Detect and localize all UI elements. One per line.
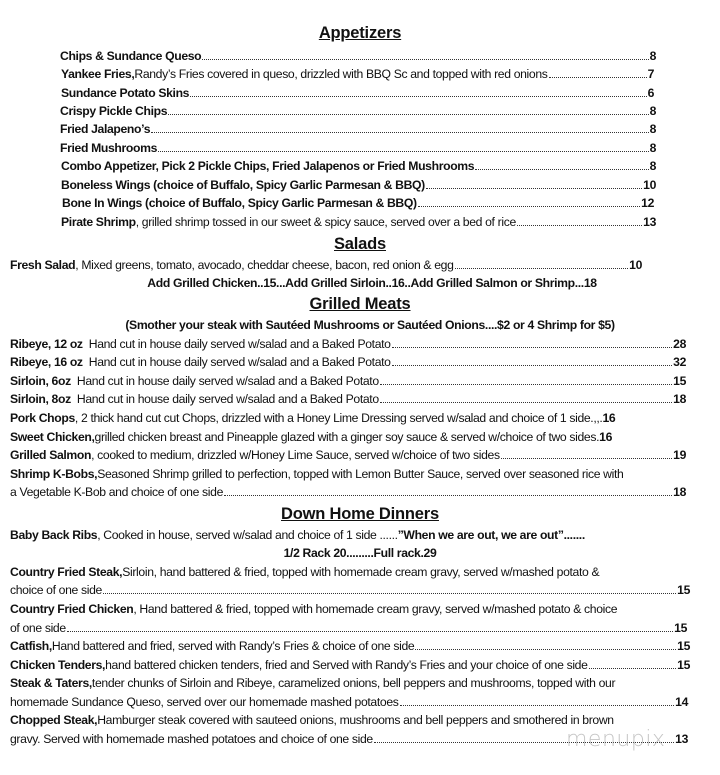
item-price: 8 xyxy=(649,49,656,63)
dot-leader xyxy=(501,458,672,459)
item-price: 15 xyxy=(677,583,690,597)
dot-leader xyxy=(168,114,648,115)
item-price: 15 xyxy=(673,374,686,388)
menu-item-line1: Country Fried Steak, Sirloin, hand battered & fried, topped with homemade cream gravy, served w/mashed potato & xyxy=(10,565,600,579)
item-price: 10 xyxy=(629,258,642,272)
menu-item: Ribeye, 16 oz Hand cut in house daily served w/salad and a Baked Potato 32 xyxy=(10,355,686,369)
item-price: 16 xyxy=(602,411,616,425)
menu-item: Grilled Salmon , cooked to medium, drizzled w/Honey Lime Sauce, served w/choice of two sides 19 xyxy=(10,448,686,462)
dot-leader xyxy=(415,649,676,650)
dot-leader xyxy=(158,151,649,152)
menu-item-line1: Steak & Taters, tender chunks of Sirloin and Ribeye, caramelized onions, bell peppers and mushrooms, topped with our xyxy=(10,676,616,690)
dot-leader xyxy=(392,347,673,348)
item-price: 8 xyxy=(649,122,656,136)
item-price: 18 xyxy=(673,485,686,499)
item-price: 12 xyxy=(641,196,654,210)
menu-item-ribs: Baby Back Ribs , Cooked in house, served w/salad and choice of 1 side ...... ”When we are out, we are out”....... xyxy=(10,528,585,542)
menu-item: Fresh Salad , Mixed greens, tomato, avocado, cheddar cheese, bacon, red onion & egg 10 xyxy=(10,258,642,272)
dot-leader xyxy=(190,96,646,97)
smother-note: (Smother your steak with Sautéed Mushrooms or Sautéed Onions....$2 or 4 Shrimp for $5) xyxy=(125,318,615,332)
menu-item: Sirloin, 8oz Hand cut in house daily served w/salad and a Baked Potato 18 xyxy=(10,392,686,406)
dot-leader xyxy=(103,593,676,594)
menu-item: Crispy Pickle Chips 8 xyxy=(60,104,656,118)
section-title-appetizers: Appetizers xyxy=(318,24,402,42)
item-price: 15 xyxy=(677,658,690,672)
watermark: menupix xyxy=(566,727,666,752)
dot-leader xyxy=(549,77,647,78)
menu-item: Sirloin, 6oz Hand cut in house daily served w/salad and a Baked Potato 15 xyxy=(10,374,686,388)
menu-item: Combo Appetizer, Pick 2 Pickle Chips, Fried Jalapenos or Fried Mushrooms 8 xyxy=(61,159,656,173)
ribs-prices: 1/2 Rack 20.........Full rack.29 xyxy=(283,546,437,560)
menu-item-line1: Chopped Steak, Hamburger steak covered with sauteed onions, mushrooms and bell peppers and smothered in brown xyxy=(10,713,614,727)
menu-item: Fried Jalapeno’s 8 xyxy=(60,122,656,136)
section-title-salads: Salads xyxy=(334,235,386,253)
menu-item: Bone In Wings (choice of Buffalo, Spicy Garlic Parmesan & BBQ) 12 xyxy=(62,196,654,210)
item-price: 15 xyxy=(677,639,690,653)
dot-leader xyxy=(426,188,642,189)
menu-item: Sundance Potato Skins 6 xyxy=(61,86,654,100)
item-price: 19 xyxy=(673,448,686,462)
ribs-tagline: ”When we are out, we are out”....... xyxy=(397,528,585,542)
item-price: 16 xyxy=(599,430,612,444)
menu-item-line1: Country Fried Chicken , Hand battered & fried, topped with homemade cream gravy, served w/mashed potato & choice xyxy=(10,602,618,616)
menu-item: Yankee Fries, Randy’s Fries covered in queso, drizzled with BBQ Sc and topped with red onions 7 xyxy=(61,67,654,81)
dot-leader xyxy=(400,705,675,706)
item-price: 13 xyxy=(675,732,688,746)
item-price: 8 xyxy=(649,141,656,155)
item-price: 32 xyxy=(673,355,686,369)
menu-item-line2: gravy. Served with homemade mashed potatoes and choice of one side 13 xyxy=(10,732,688,746)
dot-leader xyxy=(517,225,642,226)
menu-item-line1: Shrimp K-Bobs, Seasoned Shrimp grilled to perfection, topped with Lemon Butter Sauce, served over seasoned rice with xyxy=(10,467,624,481)
menu-item: Pork Chops , 2 thick hand cut cut Chops, drizzled with a Honey Lime Dressing served w/salad and choice of 1 side.,,. 16 xyxy=(10,411,616,425)
menu-item: Pirate Shrimp , grilled shrimp tossed in our sweet & spicy sauce, served over a bed of rice 13 xyxy=(61,215,656,229)
dot-leader xyxy=(455,268,629,269)
section-title-down-home-dinners: Down Home Dinners xyxy=(281,505,439,523)
dot-leader xyxy=(151,132,648,133)
menu-item: Chicken Tenders, hand battered chicken tenders, fried and Served with Randy’s Fries and your choice of one side 15 xyxy=(10,658,690,672)
dot-leader xyxy=(224,495,672,496)
item-price: 14 xyxy=(675,695,688,709)
dot-leader xyxy=(380,402,672,403)
menu-item-line2: of one side 15 xyxy=(10,621,687,635)
dot-leader xyxy=(589,668,677,669)
section-title-grilled-meats: Grilled Meats xyxy=(309,295,411,313)
item-price: 28 xyxy=(673,337,686,351)
menu-item-line2: homemade Sundance Queso, served over our homemade mashed potatoes 14 xyxy=(10,695,688,709)
dot-leader xyxy=(392,365,673,366)
dot-leader xyxy=(67,631,673,632)
menu-item: Ribeye, 12 oz Hand cut in house daily served w/salad and a Baked Potato 28 xyxy=(10,337,686,351)
salad-addons: Add Grilled Chicken..15...Add Grilled Sirloin..16..Add Grilled Salmon or Shrimp...18 xyxy=(147,276,597,290)
menu-item: Sweet Chicken, grilled chicken breast and Pineapple glazed with a ginger soy sauce & served w/choice of two sides. 16 xyxy=(10,430,612,444)
menu-item: Boneless Wings (choice of Buffalo, Spicy Garlic Parmesan & BBQ) 10 xyxy=(61,178,656,192)
menu-item: Fried Mushrooms 8 xyxy=(60,141,656,155)
menu-item: Chips & Sundance Queso 8 xyxy=(60,49,656,63)
item-price: 8 xyxy=(649,159,656,173)
menu-item-line2: choice of one side 15 xyxy=(10,583,690,597)
menu-item-line2: a Vegetable K-Bob and choice of one side 18 xyxy=(10,485,686,499)
item-price: 13 xyxy=(643,215,656,229)
item-price: 7 xyxy=(647,67,654,81)
dot-leader xyxy=(202,59,648,60)
menu-item: Catfish, Hand battered and fried, served with Randy’s Fries & choice of one side 15 xyxy=(10,639,690,653)
item-price: 15 xyxy=(674,621,687,635)
item-price: 8 xyxy=(649,104,656,118)
item-price: 6 xyxy=(647,86,654,100)
item-price: 18 xyxy=(673,392,686,406)
dot-leader xyxy=(475,169,648,170)
dot-leader xyxy=(418,206,640,207)
dot-leader xyxy=(380,384,672,385)
item-price: 10 xyxy=(643,178,656,192)
